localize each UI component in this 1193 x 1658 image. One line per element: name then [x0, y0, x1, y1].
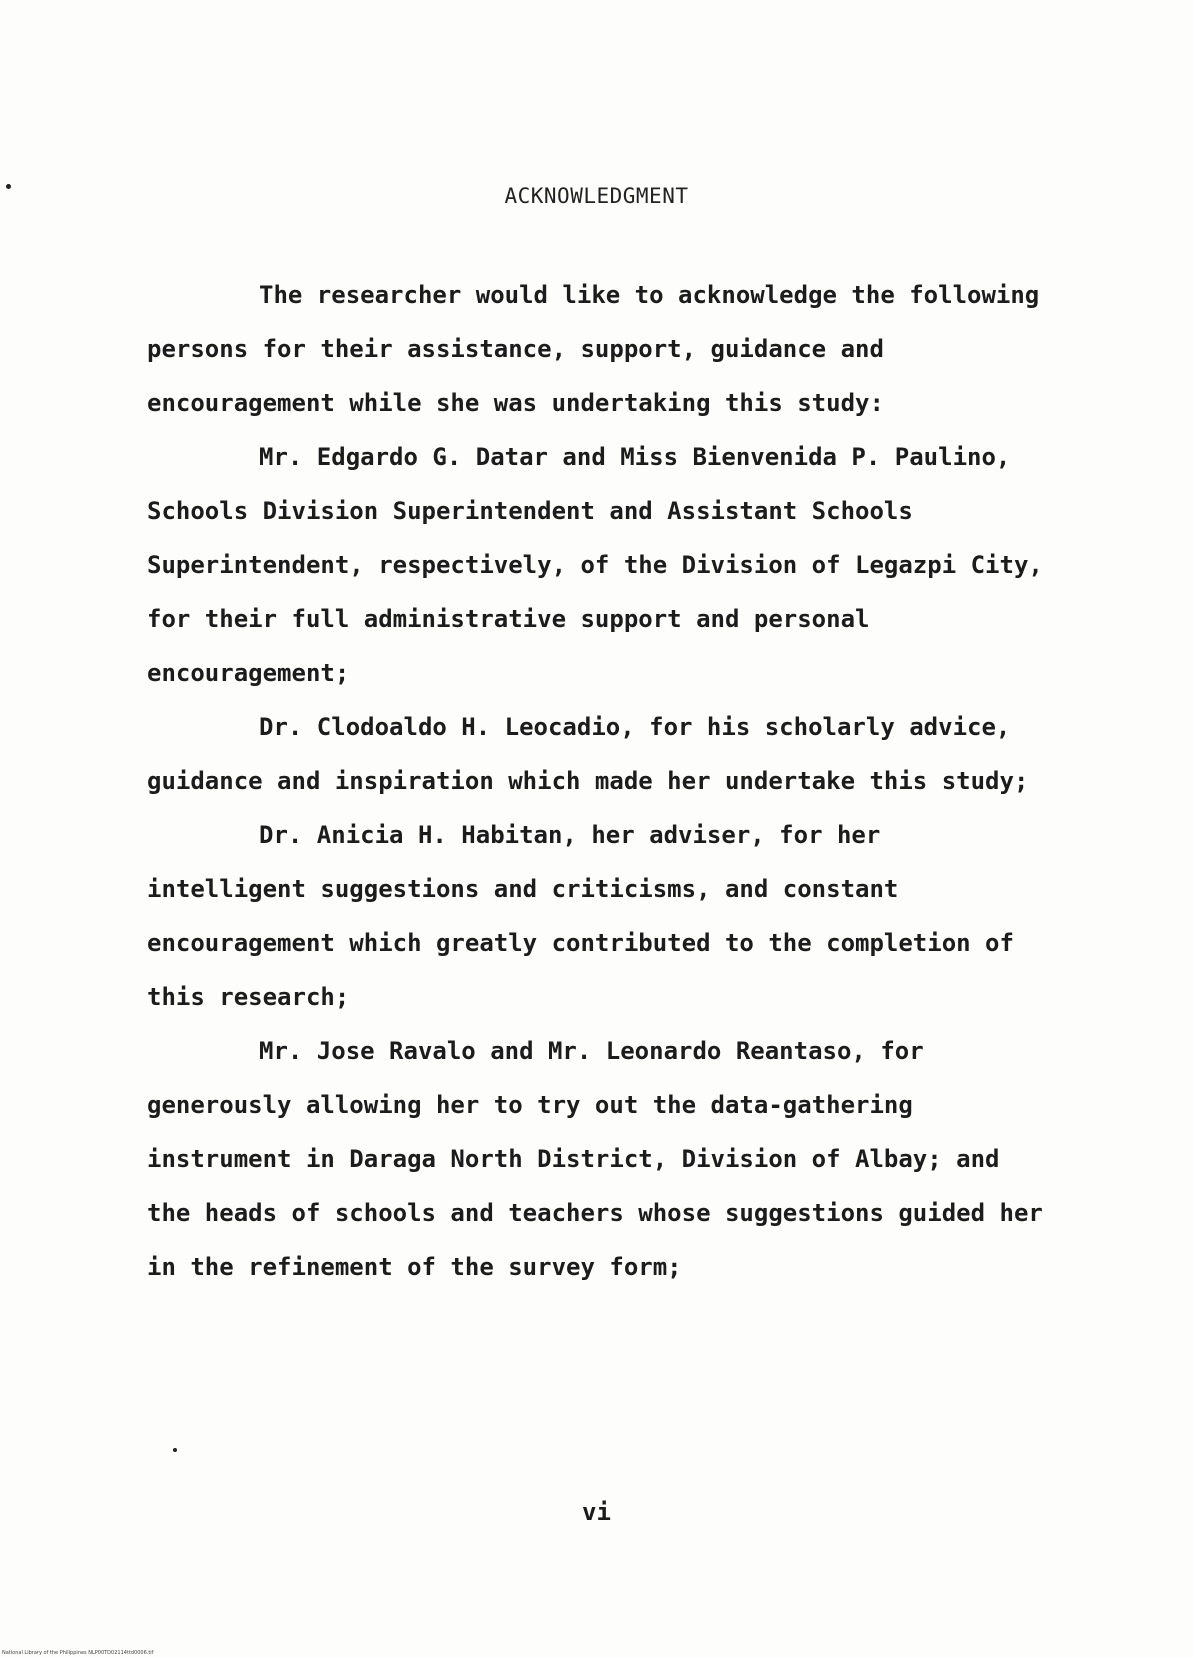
page-title: ACKNOWLEDGMENT — [504, 184, 689, 208]
paragraph-intro: The researcher would like to acknowledge the following persons for their assistance, support, guidance and encouragement while she was undertaking this study: — [147, 281, 1040, 417]
paragraph-ravalo-reantaso: Mr. Jose Ravalo and Mr. Leonardo Reantaso, for generously allowing her to try out the data-gathering instrument in Daraga North District, Division of Albay; and the heads of schools and teachers whose suggestions guided her in the refinement of the survey form; — [147, 1037, 1043, 1281]
scan-speck — [173, 1448, 177, 1452]
scan-footer-caption: National Library of the Philippines NLP00TD02114ttd0006.tif — [2, 1650, 154, 1656]
acknowledgment-body — [147, 268, 1047, 1294]
paragraph-leocadio: Dr. Clodoaldo H. Leocadio, for his scholarly advice, guidance and inspiration which made her undertake this study; — [147, 713, 1029, 795]
paragraph-datar-paulino: Mr. Edgardo G. Datar and Miss Bienvenida P. Paulino, Schools Division Superintendent and Assistant Schools Superintendent, respectively, of the Division of Legazpi City, for their full administrative support and personal encouragement; — [147, 443, 1043, 687]
paragraph-habitan: Dr. Anicia H. Habitan, her adviser, for her intelligent suggestions and criticisms, and constant encouragement which greatly contributed to the completion of this research; — [147, 821, 1014, 1011]
page-number: vi — [582, 1498, 611, 1526]
